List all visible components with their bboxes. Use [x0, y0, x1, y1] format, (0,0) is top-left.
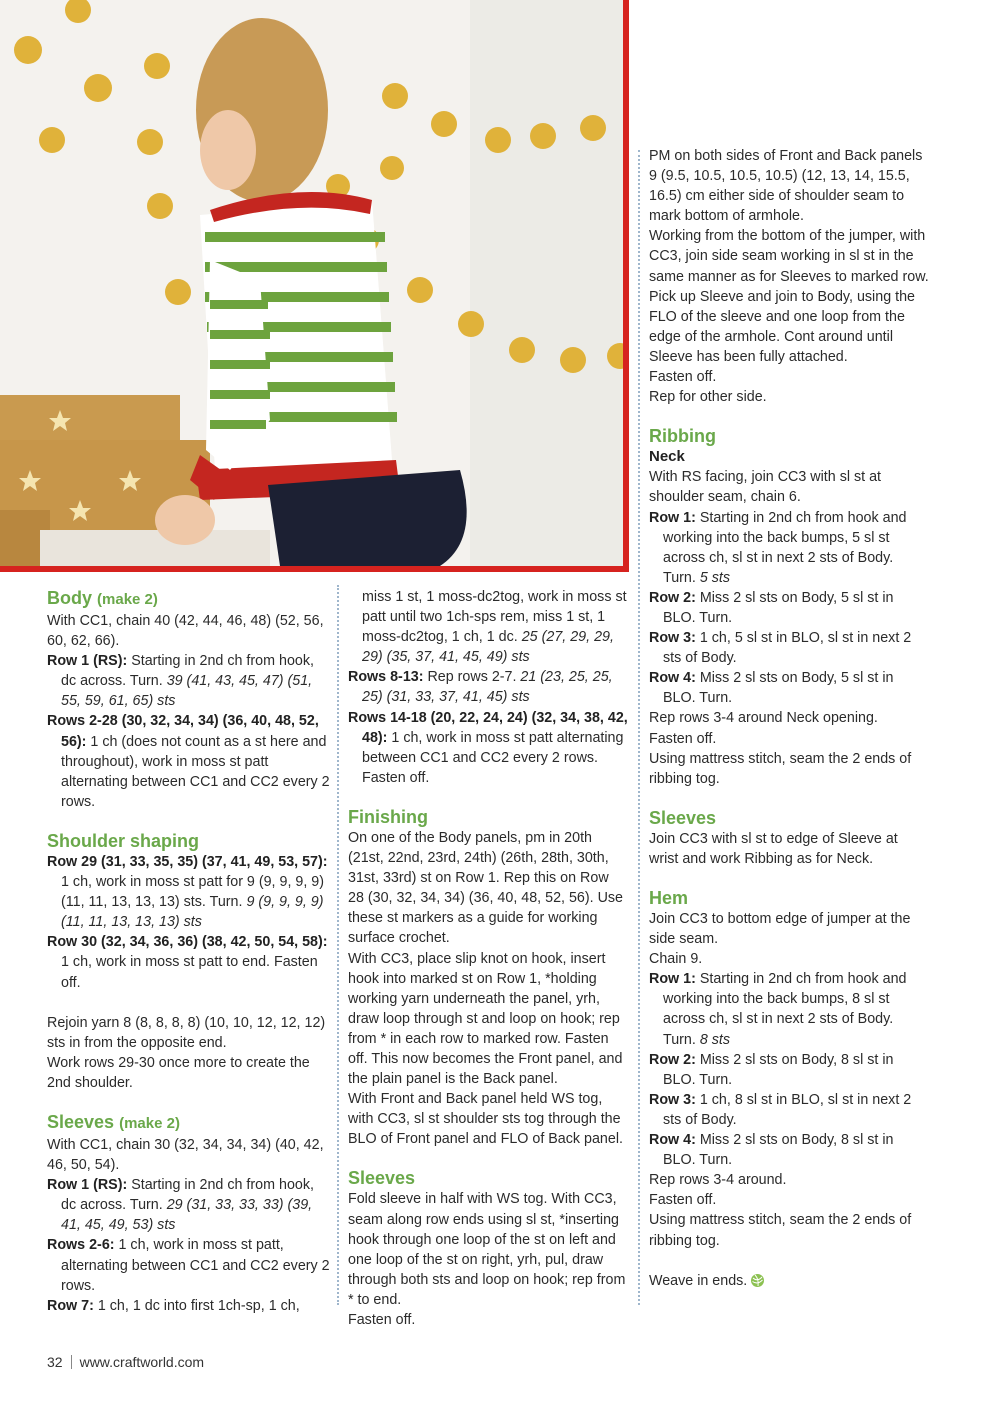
sleeves-intro: With CC1, chain 30 (32, 34, 34, 34) (40, 42, 46, 50, 54).	[47, 1136, 324, 1174]
row-30	[47, 932, 332, 992]
finishing-cc3-text: With CC3, place slip knot on hook, insert hook into marked st on Row 1, *holding working yarn underneath the panel, yrh, draw loop through st and loop on hook; rep from * in each row to marked row. Fasten off. This now becomes the Front panel, and the plain panel is the Back panel.	[348, 950, 623, 1088]
row-text: 1 ch, 8 sl st in BLO, sl st in next 2 sts of Body.	[663, 1091, 912, 1128]
stitch-count: 29 (31, 33, 33, 33) (39, 41, 45, 49, 53) sts	[61, 1197, 313, 1234]
row-text: Starting in 2nd ch from hook and working into the back bumps, 5 sl st across ch, sl st in next 2 sts of Body. Turn.	[663, 509, 907, 586]
sleeves-heading-text: Sleeves	[47, 1111, 115, 1132]
row-label: Row 4:	[649, 1132, 696, 1149]
row-text: 1 ch, work in moss st patt to end. Fasten off.	[61, 954, 318, 991]
rep-other-side-text: Rep for other side.	[649, 389, 767, 406]
sleeve-row-1	[47, 1175, 332, 1235]
hem-heading: Hem	[649, 888, 689, 908]
neck-rep-text: Rep rows 3-4 around Neck opening.	[649, 710, 878, 727]
row-label: Rows 2-28 (30, 32, 34, 34) (36, 40, 48, 52, 56):	[47, 713, 319, 750]
page-footer	[47, 1354, 204, 1370]
row-text: Starting in 2nd ch from hook, dc across. Turn.	[61, 653, 314, 690]
body-intro: With CC1, chain 40 (42, 44, 46, 48) (52, 56, 60, 62, 66).	[47, 613, 324, 650]
stitch-count: 5 sts	[699, 569, 731, 586]
row-label: Row 1:	[649, 971, 696, 988]
photo-frame	[0, 0, 629, 572]
sleeve-rows-2-6	[47, 1235, 332, 1295]
finishing-text: On one of the Body panels, pm in 20th (21st, 22nd, 23rd, 24th) (26th, 28th, 30th, 31st, 33rd) st on Row 1. Rep this on Row 28 (30, 32, 34, 34) (36, 40, 48, 52, 56). Use these st markers as a guide for working surface crochet.	[348, 829, 623, 947]
column-divider	[638, 150, 640, 1305]
working-text: Working from the bottom of the jumper, with CC3, join side seam working in sl st in the same manner as for Sleeves to marked row. Pick up Sleeve and join to Body, using the FLO of the sleeve and one loop from the edge of the armhole. Cont around until Sleeve has been fully attached.	[649, 228, 929, 365]
row-text: 1 ch, work in moss st patt for 9 (9, 9, 9, 9) (11, 11, 13, 13, 13) sts. Turn.	[61, 874, 325, 911]
row-text: 1 ch, 5 sl st in BLO, sl st in next 2 sts of Body.	[663, 630, 912, 667]
row-text: miss 1 st, 1 moss-dc2tog, work in moss st patt until two 1ch-sps rem, miss 1 st, 1 moss-dc2tog, 1 ch, 1 dc.	[362, 589, 627, 646]
row-label: Rows 2-6:	[47, 1237, 115, 1254]
pm-text: PM on both sides of Front and Back panels 9 (9.5, 10.5, 10.5, 10.5) (12, 13, 14, 15.5, 16.5) cm either side of shoulder seam to mark bottom of armhole.	[649, 148, 923, 225]
work-rows-text: Work rows 29-30 once more to create the 2nd shoulder.	[47, 1054, 310, 1091]
finishing-front-text: With Front and Back panel held WS tog, with CC3, sl st shoulder sts tog through the BLO of Front panel and FLO of Back panel.	[348, 1091, 623, 1148]
row-label: Row 1 (RS):	[47, 1177, 128, 1194]
neck-subheading: Neck	[649, 448, 685, 466]
hem-intro: Join CC3 to bottom edge of jumper at the side seam.	[649, 911, 911, 948]
fasten-off-text: Fasten off.	[649, 369, 717, 386]
weave-text: Weave in ends.	[649, 1272, 748, 1289]
yarn-ball-icon	[750, 1273, 765, 1294]
body-row-1	[47, 651, 332, 711]
finishing-sleeves-text: Fold sleeve in half with WS tog. With CC3, seam along row ends using sl st, *inserting hook through one loop of the st on left and one loop of the st on right, yrh, pul, draw through both sts and loop on hook; rep from * to end.	[348, 1191, 626, 1308]
row-text: 1 ch, work in moss st patt alternating between CC1 and CC2 every 2 rows. Fasten off.	[362, 729, 624, 786]
column-2	[348, 587, 628, 1330]
rows-14-18	[348, 708, 628, 788]
footer-separator	[71, 1355, 72, 1369]
neck-row-3	[649, 628, 929, 668]
column-divider	[337, 585, 339, 1305]
ribbing-sleeves-text: Join CC3 with sl st to edge of Sleeve at wrist and work Ribbing as for Neck.	[649, 830, 898, 867]
row-text: Miss 2 sl sts on Body, 5 sl st in BLO. Turn.	[663, 670, 894, 707]
row-text: 1 ch (does not count as a st here and throughout), work in moss st patt alternating between CC1 and CC2 every 2 rows.	[61, 733, 330, 810]
row-label: Row 2:	[649, 589, 696, 606]
row-label: Row 3:	[649, 630, 696, 647]
page-number: 32	[47, 1354, 63, 1370]
rejoin-text: Rejoin yarn 8 (8, 8, 8, 8) (10, 10, 12, 12, 12) sts in from the opposite end.	[47, 1014, 326, 1051]
stitch-count: 25 (27, 29, 29, 29) (35, 37, 41, 45, 49) sts	[362, 629, 614, 666]
row-text: Rep rows 2-7.	[423, 669, 521, 686]
neck-intro: With RS facing, join CC3 with sl st at shoulder seam, chain 6.	[649, 469, 882, 506]
row-label: Row 3:	[649, 1091, 696, 1108]
row-text: Miss 2 sl sts on Body, 8 sl st in BLO. Turn.	[663, 1132, 894, 1169]
neck-row-2	[649, 588, 929, 628]
sleeve-row-7	[47, 1296, 332, 1316]
row-label: Row 7:	[47, 1297, 94, 1314]
fasten-off-text: Fasten off.	[649, 1192, 717, 1209]
row-text: Miss 2 sl sts on Body, 5 sl st in BLO. Turn.	[663, 589, 894, 626]
row-label: Row 2:	[649, 1051, 696, 1068]
column-1	[47, 587, 332, 1316]
body-make-note: (make 2)	[97, 591, 158, 608]
row-label: Rows 8-13:	[348, 669, 424, 686]
row-label: Row 4:	[649, 670, 696, 687]
body-rows-2-28	[47, 711, 332, 811]
row-text: 1 ch, 1 dc into first 1ch-sp, 1 ch,	[93, 1297, 300, 1314]
row-text: 1 ch, work in moss st patt, alternating between CC1 and CC2 every 2 rows.	[61, 1237, 330, 1294]
row-7-continued	[348, 587, 628, 667]
toddler-jumper-photo	[0, 0, 623, 566]
row-label: Row 29 (31, 33, 35, 35) (37, 41, 49, 53, 57):	[47, 853, 328, 870]
neck-row-4	[649, 668, 929, 708]
stitch-count: 39 (41, 43, 45, 47) (51, 55, 59, 61, 65) sts	[61, 673, 313, 710]
row-text: Starting in 2nd ch from hook, dc across. Turn.	[61, 1177, 314, 1214]
hem-row-3	[649, 1090, 929, 1130]
row-label: Rows 14-18 (20, 22, 24, 24) (32, 34, 38, 42, 48):	[348, 709, 628, 746]
row-text: Miss 2 sl sts on Body, 8 sl st in BLO. Turn.	[663, 1051, 894, 1088]
shoulder-shaping-heading: Shoulder shaping	[47, 830, 200, 851]
hem-rep-text: Rep rows 3-4 around.	[649, 1172, 787, 1189]
column-3	[649, 146, 929, 1294]
body-heading-text: Body	[47, 588, 92, 608]
sleeves-make-note: (make 2)	[119, 1114, 180, 1132]
neck-row-1	[649, 508, 929, 588]
hem-row-1	[649, 969, 929, 1049]
neck-seam-text: Using mattress stitch, seam the 2 ends of ribbing tog.	[649, 750, 912, 787]
hem-row-4	[649, 1130, 929, 1170]
weave-in-ends	[649, 1271, 929, 1294]
fasten-off-text: Fasten off.	[348, 1312, 416, 1328]
stitch-count: 8 sts	[699, 1031, 731, 1048]
stitch-count: 21 (23, 25, 25, 25) (31, 33, 37, 41, 45) sts	[362, 669, 613, 706]
ribbing-heading: Ribbing	[649, 426, 716, 447]
ribbing-sleeves-heading: Sleeves	[649, 807, 717, 828]
sleeves-heading	[47, 1111, 332, 1135]
row-label: Row 1:	[649, 509, 696, 526]
rows-8-13	[348, 667, 628, 707]
body-heading	[47, 587, 332, 611]
row-text: Starting in 2nd ch from hook and working into the back bumps, 8 sl st across ch, sl st in next 2 sts of Body. Turn.	[663, 971, 907, 1048]
finishing-sleeves-heading: Sleeves	[348, 1168, 416, 1189]
finishing-heading: Finishing	[348, 806, 428, 827]
stitch-count: 9 (9, 9, 9, 9) (11, 11, 13, 13, 13) sts	[61, 894, 324, 931]
hem-row-2	[649, 1050, 929, 1090]
hem-seam-text: Using mattress stitch, seam the 2 ends of ribbing tog.	[649, 1212, 912, 1249]
row-29	[47, 852, 332, 932]
row-label: Row 30 (32, 34, 36, 36) (38, 42, 50, 54, 58):	[47, 934, 328, 951]
row-label: Row 1 (RS):	[47, 653, 128, 670]
hem-chain-text: Chain 9.	[649, 951, 703, 968]
fasten-off-text: Fasten off.	[649, 730, 717, 747]
website-link[interactable]: www.craftworld.com	[79, 1354, 205, 1370]
